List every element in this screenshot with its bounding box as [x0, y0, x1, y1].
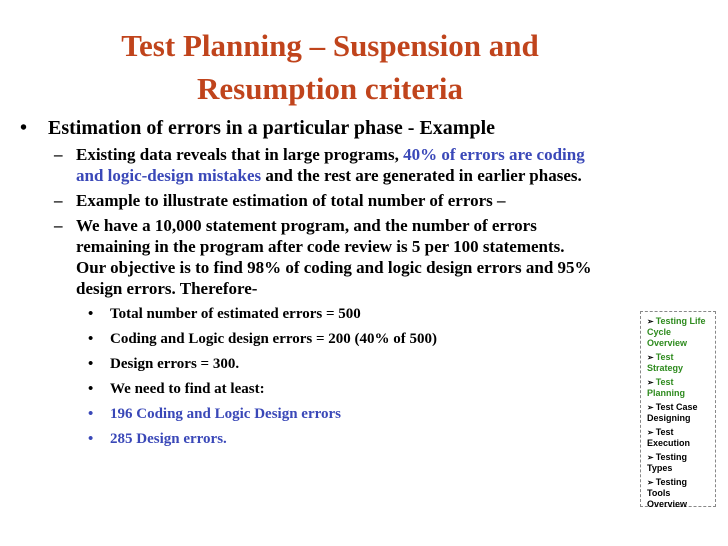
arrow-right-icon: ➢ [647, 428, 654, 437]
topic-navigation [640, 311, 716, 507]
item-text: Design errors = 300. [110, 356, 240, 372]
nav-item-testing-types[interactable] [647, 452, 711, 474]
nav-label: Test Case Designing [647, 402, 698, 423]
sub-text: Example to illustrate estimation of total number of errors – [76, 191, 506, 210]
sub-text: We have a 10,000 statement program, and the number of errors remaining in the program after code review is 5 per 100 statements. Our objective is to find 98% of coding and logic design errors and 95% design errors. Therefore- [76, 216, 592, 298]
arrow-right-icon: ➢ [647, 317, 654, 326]
dash-icon: – [54, 191, 63, 210]
bullet-dot-icon: • [20, 117, 28, 139]
sub-bullet-existing-data [18, 144, 596, 186]
sub-text-part-1: Existing data reveals that in large programs, [76, 145, 404, 164]
arrow-right-icon: ➢ [647, 378, 654, 387]
nav-item-test-case-designing[interactable] [647, 402, 711, 424]
nav-item-testing-life-cycle[interactable] [647, 316, 711, 349]
bullet-dot-icon: • [88, 431, 94, 447]
nav-item-test-execution[interactable] [647, 427, 711, 449]
dash-icon: – [54, 216, 63, 235]
bullet-dot-icon: • [88, 306, 94, 322]
list-item [18, 329, 638, 349]
dash-icon: – [54, 145, 63, 164]
arrow-right-icon: ➢ [647, 453, 654, 462]
bullet-dot-icon: • [88, 356, 94, 372]
bullet-estimation [18, 116, 638, 140]
nav-label: Testing Types [647, 452, 688, 473]
nav-item-test-strategy[interactable] [647, 352, 711, 374]
bullet-dot-icon: • [88, 406, 94, 422]
item-text: 285 Design errors. [110, 431, 227, 447]
title-line-2: Resumption criteria [196, 71, 464, 106]
nav-label: Test Strategy [647, 352, 684, 373]
nav-label: Testing Life Cycle Overview [647, 316, 706, 348]
arrow-right-icon: ➢ [647, 353, 654, 362]
list-item [18, 304, 638, 324]
sub-bullet-program [18, 215, 596, 299]
bullet-dot-icon: • [88, 381, 94, 397]
sub-text-highlight: 40% of errors are coding and logic-design mistakes [76, 145, 585, 185]
item-text: 196 Coding and Logic Design errors [110, 406, 341, 422]
title-line-1: Test Planning – Suspension and [121, 28, 539, 63]
slide-title [40, 24, 620, 110]
item-text: Total number of estimated errors = 500 [110, 306, 361, 322]
item-text: Coding and Logic design errors = 200 (40% of 500) [110, 331, 438, 347]
nav-label: Test Execution [647, 427, 691, 448]
list-item [18, 379, 638, 399]
nav-label: Testing Tools Overview [647, 477, 688, 509]
item-text: We need to find at least: [110, 381, 265, 397]
sub-text-part-3: and the rest are generated in earlier phases. [261, 166, 582, 185]
nav-item-test-planning[interactable] [647, 377, 711, 399]
list-item [18, 429, 638, 449]
nav-label: Test Planning [647, 377, 685, 398]
bullet-text: Estimation of errors in a particular phase - Example [48, 117, 496, 139]
sub-bullet-example [18, 190, 596, 211]
slide-body [18, 116, 638, 449]
arrow-right-icon: ➢ [647, 403, 654, 412]
nav-item-testing-tools[interactable] [647, 477, 711, 510]
bullet-dot-icon: • [88, 331, 94, 347]
list-item [18, 404, 638, 424]
list-item [18, 354, 638, 374]
arrow-right-icon: ➢ [647, 478, 654, 487]
